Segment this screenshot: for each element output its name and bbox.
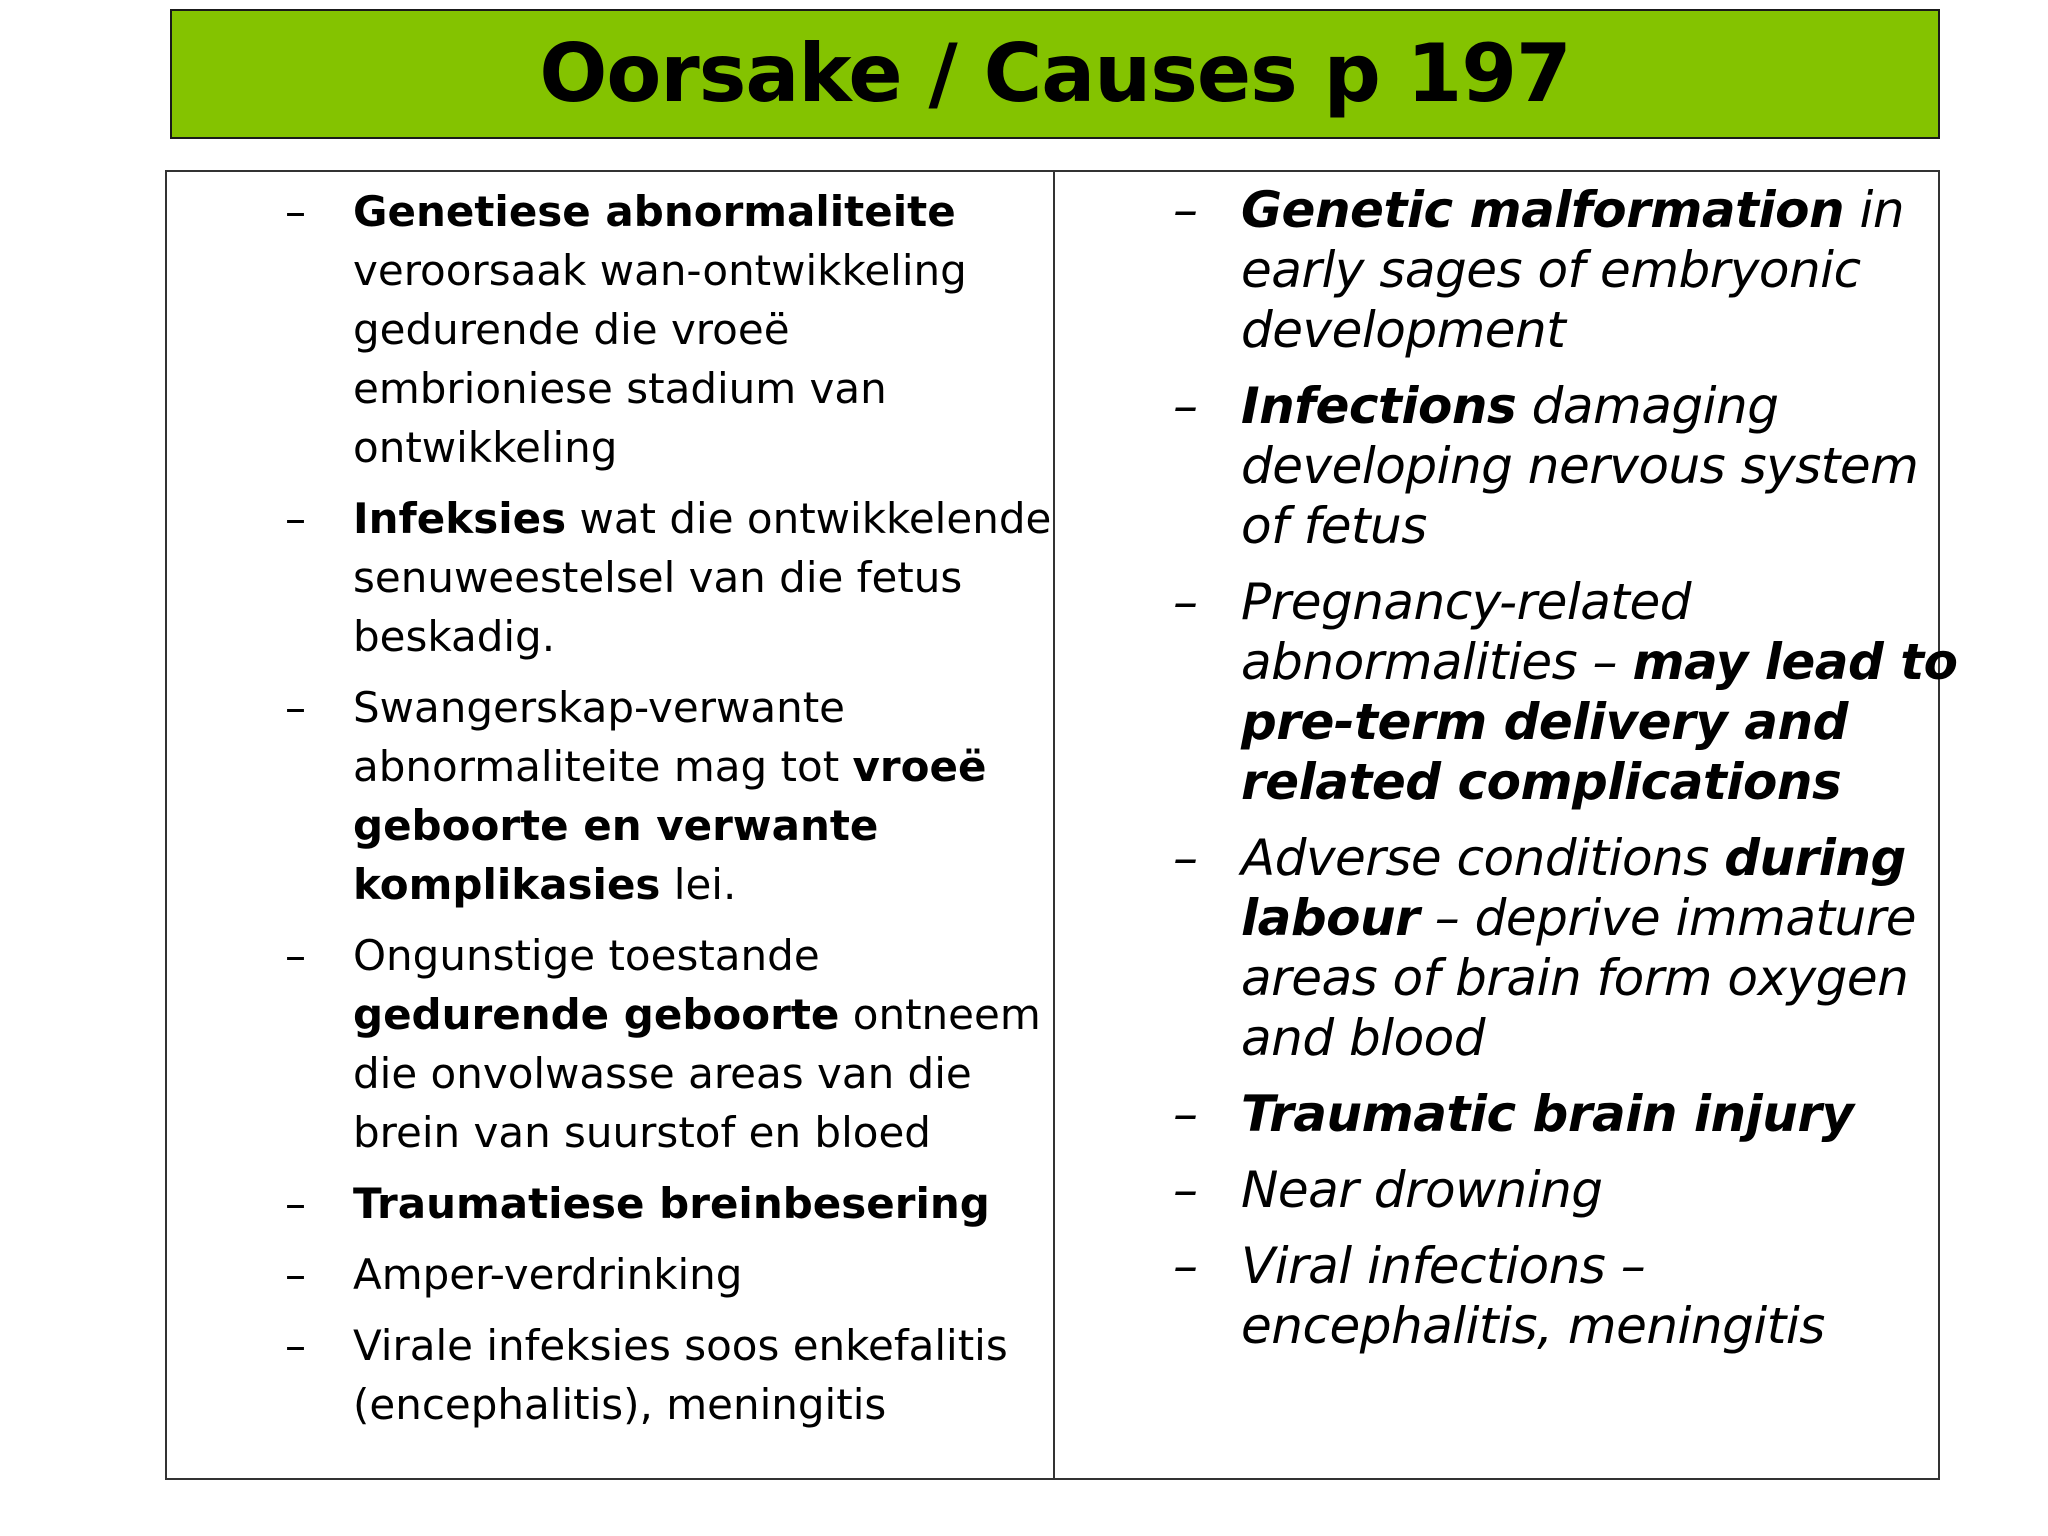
item-text: in early sages of embryonic development (1241, 181, 1905, 359)
item-bold-text: Traumatic brain injury (1241, 1085, 1854, 1143)
item-text: Pregnancy-related abnormalities – (1241, 573, 1692, 691)
list-item (1173, 572, 1961, 812)
item-text: Virale infeksies soos enkefalitis (encephalitis), meningitis (353, 1321, 1008, 1429)
dash-bullet: – (285, 1250, 306, 1299)
dash-bullet: – (1173, 829, 1198, 887)
item-text: ontneem die onvolwasse areas van die brein van suurstof en bloed (353, 990, 1041, 1157)
item-text: Adverse conditions (1241, 829, 1709, 887)
list-item (1173, 1236, 1961, 1356)
item-text: wat die ontwikkelende senuweestelsel van die fetus beskadig. (353, 494, 1052, 661)
item-bold-text: Genetiese abnormaliteite (353, 187, 956, 236)
item-text: damaging developing nervous system of fetus (1241, 377, 1919, 555)
item-text: lei. (673, 860, 737, 909)
dash-bullet: – (1173, 1161, 1198, 1219)
dash-bullet: – (1173, 1237, 1198, 1295)
comparison-table (165, 170, 1958, 1480)
slide-title: Oorsake / Causes p 197 (539, 27, 1571, 120)
list-item (1173, 1084, 1961, 1144)
list-item (285, 926, 1053, 1162)
list-item (1173, 376, 1961, 556)
dash-bullet: – (285, 1321, 306, 1370)
item-bold-text: Genetic malformation (1241, 181, 1845, 239)
item-bold-text: Infections (1241, 377, 1517, 435)
list-item (1173, 1160, 1961, 1220)
list-item (285, 182, 1053, 477)
list-item (285, 1174, 1053, 1233)
item-text: Viral infections – encephalitis, meningitis (1241, 1237, 1825, 1355)
dash-bullet: – (1173, 573, 1198, 631)
english-list (1173, 180, 1961, 1356)
afrikaans-list (285, 182, 1053, 1434)
item-text: veroorsaak wan-ontwikkeling gedurende die vroeë embrioniese stadium van ontwikkeling (353, 246, 967, 472)
list-item (285, 489, 1053, 666)
list-item (1173, 180, 1961, 360)
dash-bullet: – (285, 683, 306, 732)
item-bold-text: Traumatiese breinbesering (353, 1179, 990, 1228)
dash-bullet: – (285, 1179, 306, 1228)
item-text: Near drowning (1241, 1161, 1603, 1219)
dash-bullet: – (1173, 377, 1198, 435)
item-bold-text: vroeë geboorte en verwante komplikasies (353, 742, 987, 909)
item-bold-text: Infeksies (353, 494, 567, 543)
dash-bullet: – (285, 931, 306, 980)
afrikaans-column (167, 172, 1055, 1478)
list-item (285, 1316, 1053, 1434)
dash-bullet: – (1173, 1085, 1198, 1143)
item-text: – deprive immature areas of brain form oxygen and blood (1241, 889, 1917, 1067)
item-bold-text: gedurende geboorte (353, 990, 840, 1039)
dash-bullet: – (285, 494, 306, 543)
item-text: Amper-verdrinking (353, 1250, 743, 1299)
item-bold-text: may lead to pre-term delivery and related complications (1241, 633, 1958, 811)
item-text: Swangerskap-verwante abnormaliteite mag tot (353, 683, 846, 791)
item-bold-text: during labour (1241, 829, 1906, 947)
dash-bullet: – (1173, 181, 1198, 239)
title-bar (170, 9, 1940, 139)
dash-bullet: – (285, 187, 306, 236)
list-item (1173, 828, 1961, 1068)
list-item (285, 678, 1053, 914)
item-text: Ongunstige toestande (353, 931, 820, 980)
list-item (285, 1245, 1053, 1304)
english-column (1055, 172, 1961, 1478)
